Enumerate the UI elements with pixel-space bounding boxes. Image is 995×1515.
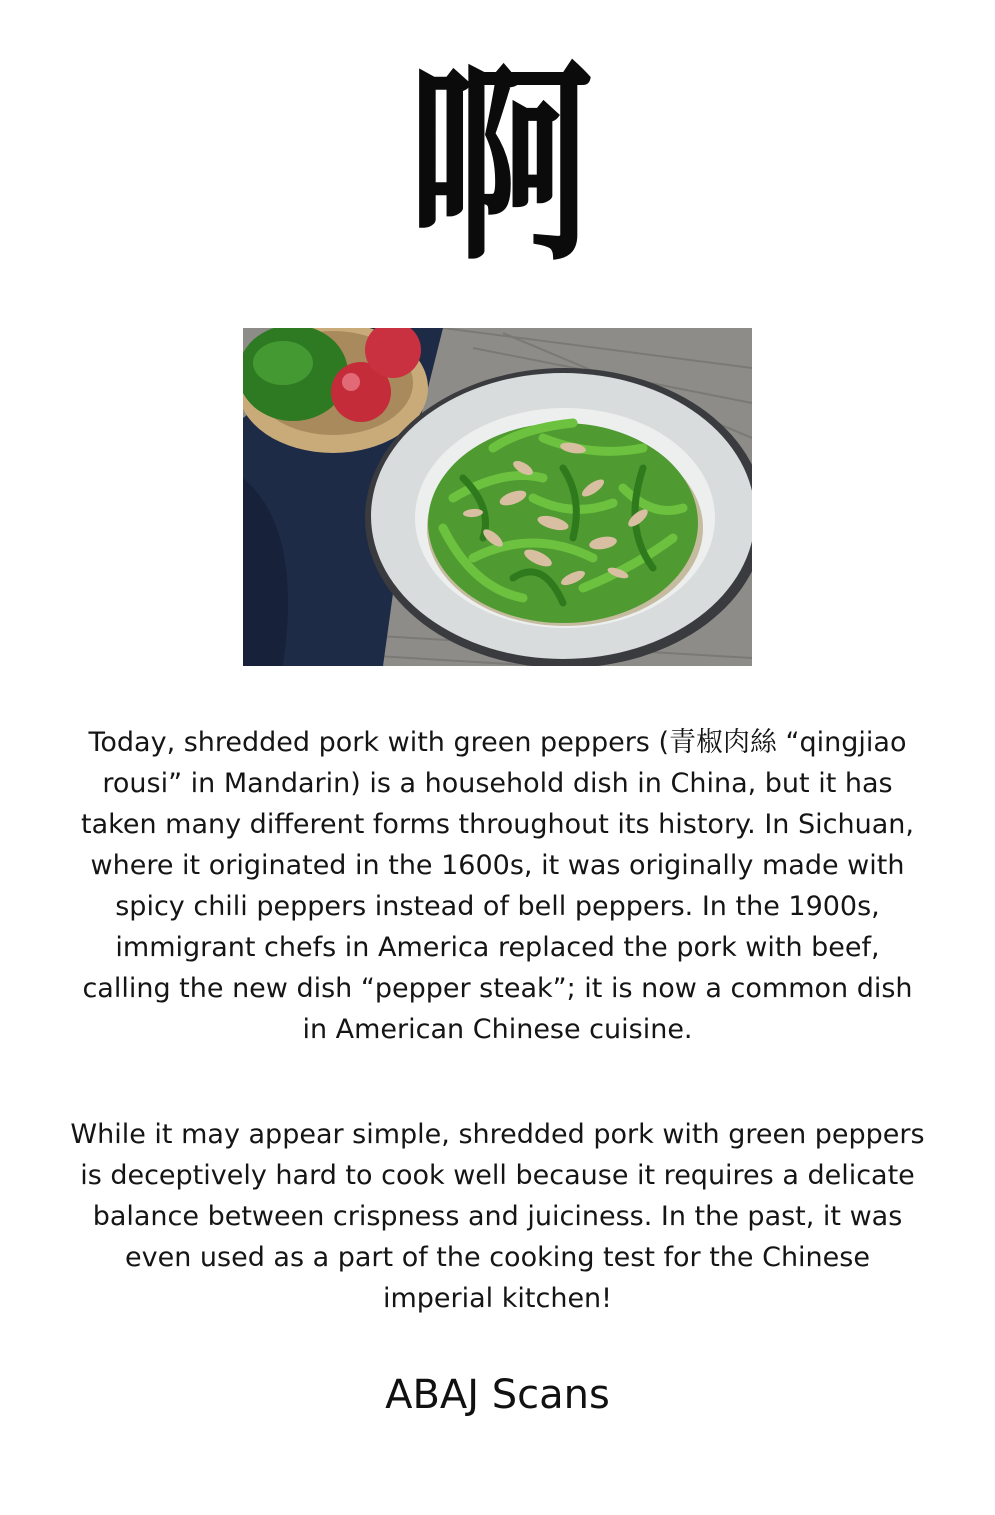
scanlator-credit: ABAJ Scans	[385, 1372, 610, 1418]
paragraph-history: Today, shredded pork with green peppers (青椒肉絲 “qingjiao rousi” in Mandarin) is a household dish in China, but it has taken many different forms throughout its history. In Sichuan, where it originated in the 1600s, it was originally made with spicy chili peppers instead of bell peppers. In the 1900s, immigrant chefs in America replaced the pork with beef, calling the new dish “pepper steak”; it is now a common dish in American Chinese cuisine.	[81, 727, 914, 1045]
title-glyph: 啊	[407, 39, 588, 290]
paragraph-cooking: While it may appear simple, shredded pork with green peppers is deceptively hard to cook well because it requires a delicate balance between crispness and juiciness. In the past, it was even used as a part of the cooking test for the Chinese imperial kitchen!	[70, 1119, 925, 1314]
dish-photo	[243, 328, 752, 666]
